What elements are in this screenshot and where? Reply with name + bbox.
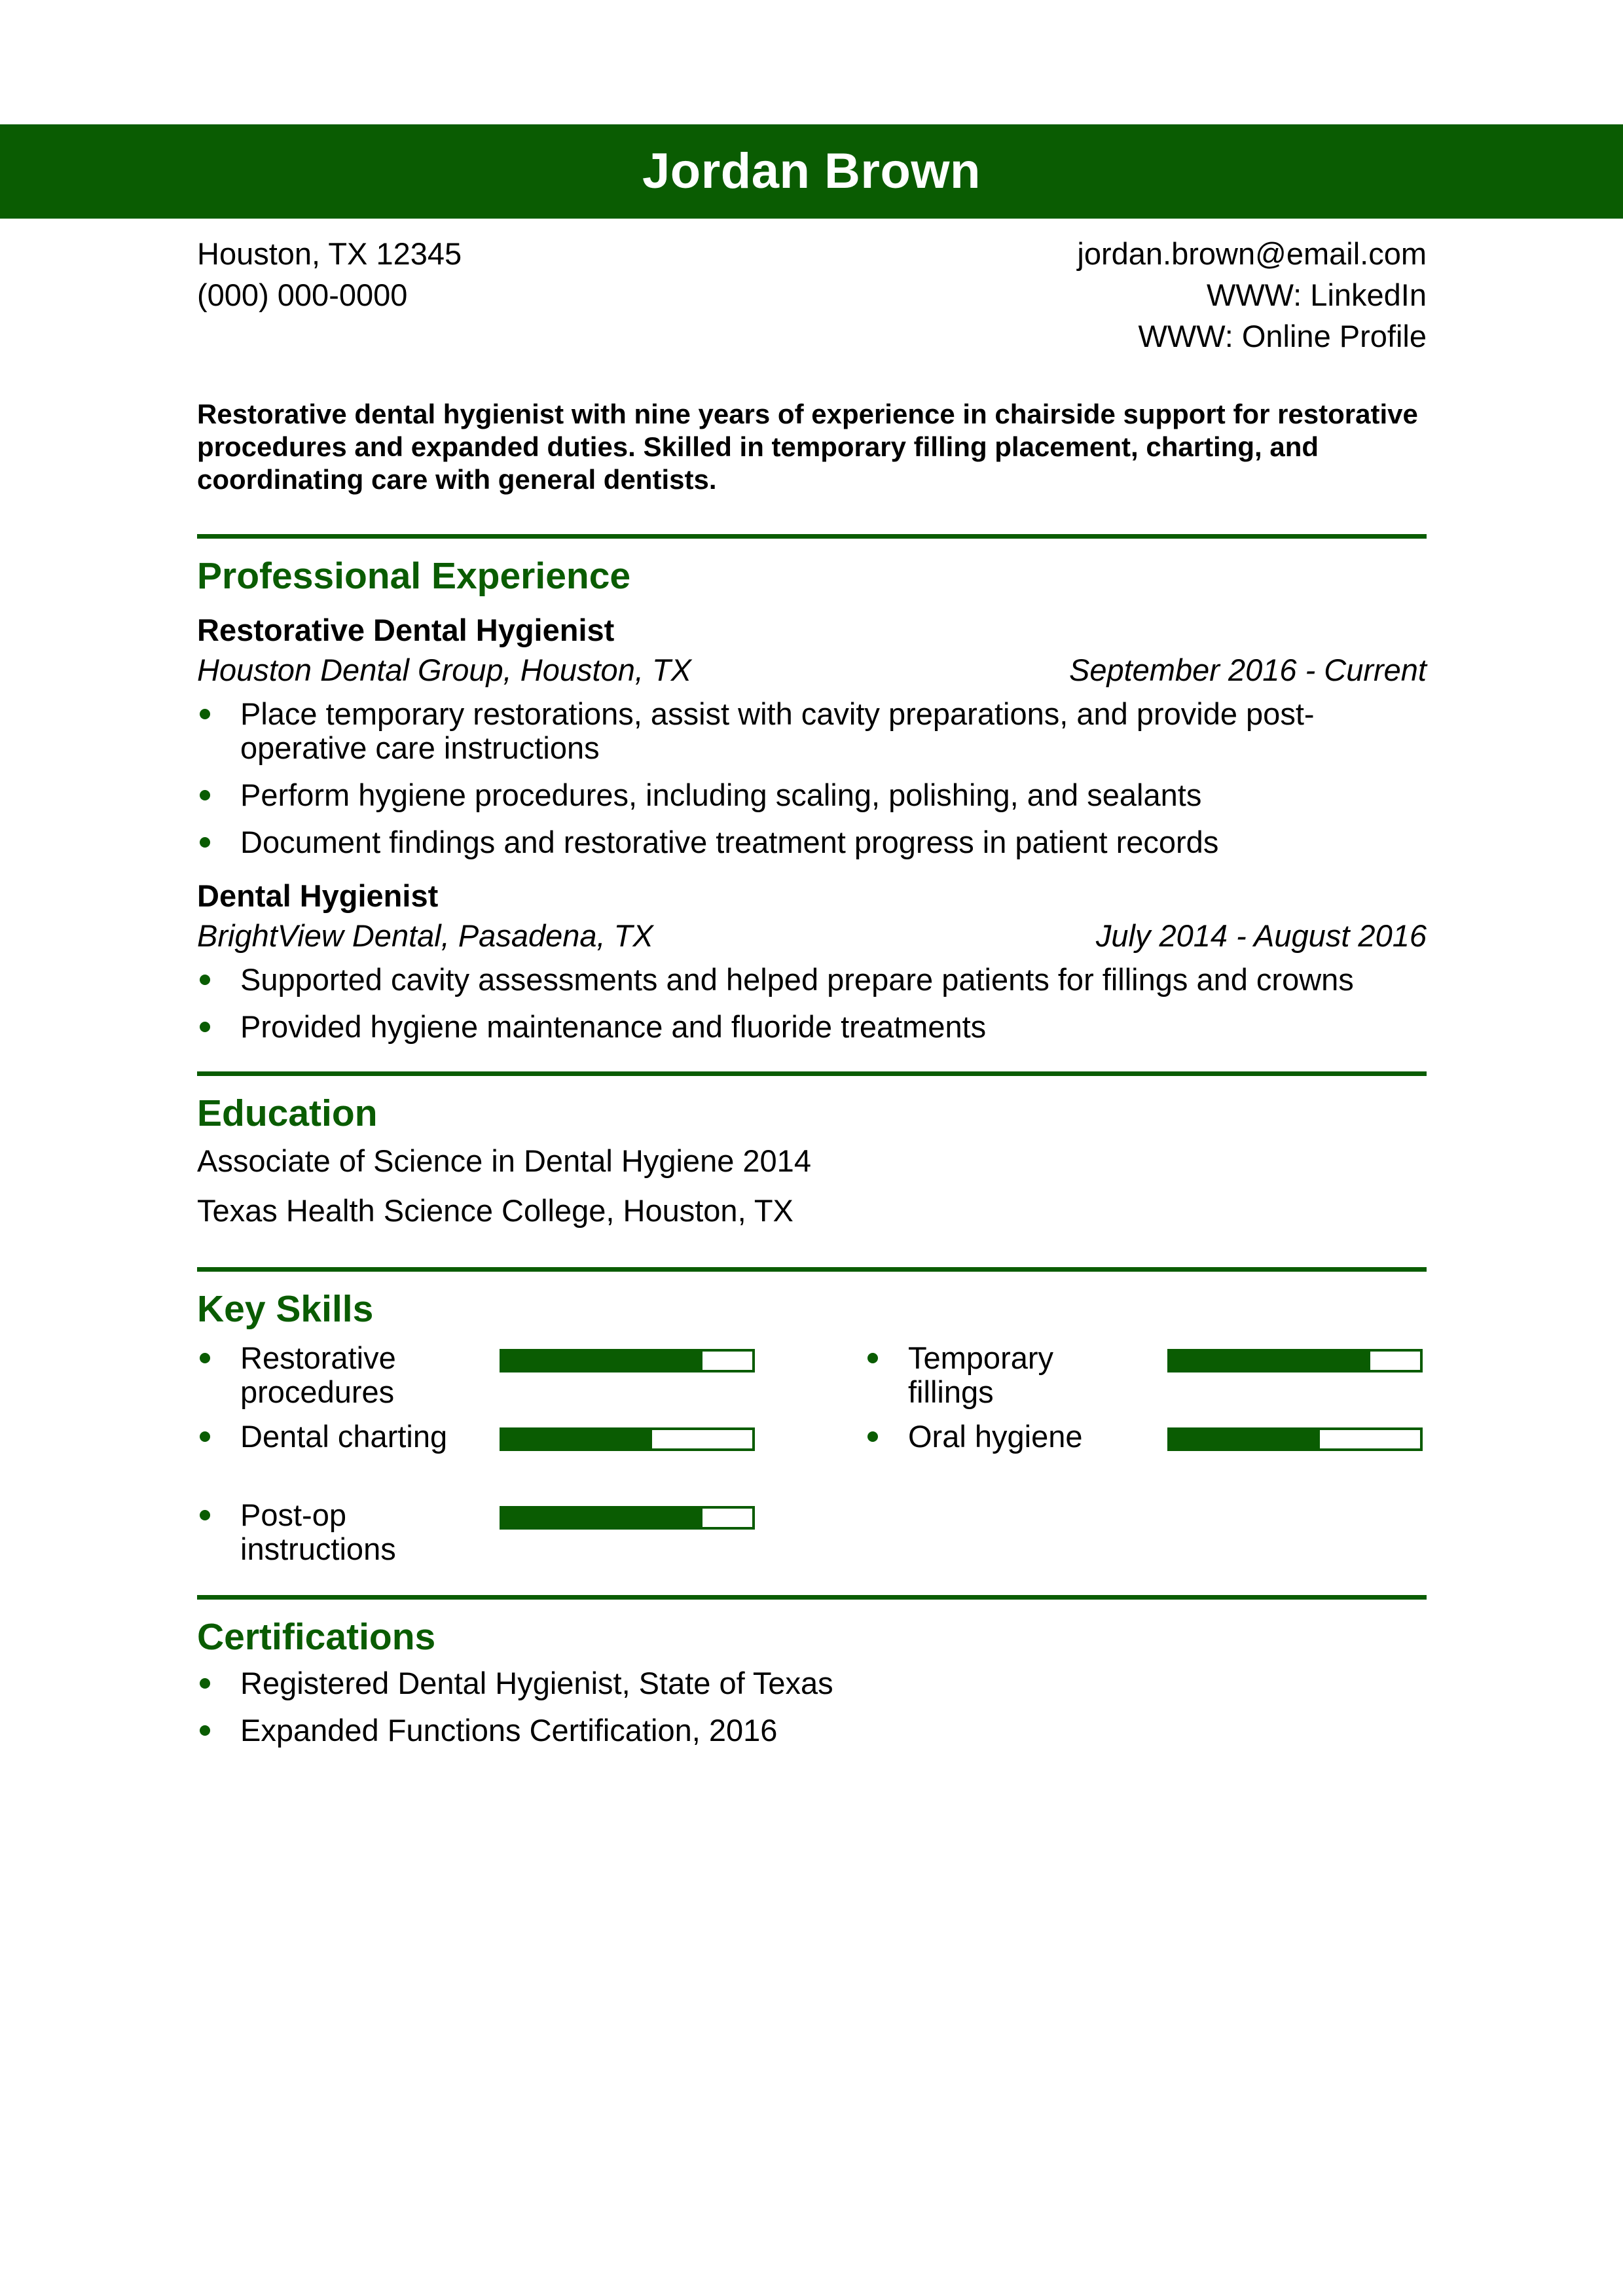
job-meta: [197, 650, 1427, 691]
bullet-icon: [200, 709, 210, 719]
bullet-icon: [200, 975, 210, 985]
job-bullets: [197, 697, 1427, 859]
job-dates: July 2014 - August 2016: [1095, 918, 1427, 953]
list-item: [197, 697, 1427, 765]
section-divider: [197, 1267, 1427, 1272]
section-divider: [197, 1071, 1427, 1076]
contact-phone: (000) 000-0000: [197, 278, 408, 312]
bullet-icon: [200, 1725, 210, 1736]
job-dates: September 2016 - Current: [1068, 653, 1427, 687]
skill-item: [865, 1420, 1427, 1498]
certification-text: Registered Dental Hygienist, State of Texas: [240, 1666, 833, 1700]
section-title-skills: Key Skills: [197, 1288, 374, 1330]
skill-level-fill: [502, 1352, 702, 1370]
skill-level-bar: [500, 1349, 755, 1372]
skills-grid: [197, 1341, 1427, 1577]
skill-item: [197, 1341, 865, 1420]
contact-left: [197, 233, 462, 357]
skill-level-fill: [1170, 1352, 1370, 1370]
contact-info: [197, 233, 1427, 357]
job-bullets: [197, 963, 1427, 1044]
bullet-text: Provided hygiene maintenance and fluoride treatments: [240, 1009, 987, 1044]
section-title-experience: Professional Experience: [197, 555, 631, 597]
header-band: [0, 124, 1623, 219]
skill-label: Temporary fillings: [908, 1340, 1054, 1409]
skills-section: [197, 1267, 1427, 1577]
section-title-education: Education: [197, 1092, 378, 1134]
section-divider: [197, 1595, 1427, 1600]
certifications-list: [197, 1666, 1427, 1748]
bullet-text: Supported cavity assessments and helped prepare patients for fillings and crowns: [240, 962, 1354, 997]
bullet-icon: [200, 837, 210, 848]
education-degree: Associate of Science in Dental Hygiene 2014: [197, 1143, 811, 1178]
bullet-icon: [200, 1353, 210, 1363]
certifications-section: [197, 1595, 1427, 1748]
skill-item: [197, 1498, 865, 1577]
skill-label: Dental charting: [240, 1419, 448, 1454]
bullet-icon: [867, 1431, 878, 1442]
contact-address: Houston, TX 12345: [197, 236, 462, 271]
skill-level-fill: [502, 1509, 702, 1527]
skill-level-bar: [1167, 1349, 1423, 1372]
skill-item: [197, 1420, 865, 1498]
skill-item: [865, 1341, 1427, 1420]
bullet-text: Document findings and restorative treatment progress in patient records: [240, 825, 1219, 859]
skill-level-bar: [1167, 1427, 1423, 1451]
contact-linkedin[interactable]: WWW: LinkedIn: [1206, 278, 1427, 312]
skill-level-bar: [500, 1427, 755, 1451]
job-title: Dental Hygienist: [197, 878, 439, 913]
skill-label: Oral hygiene: [908, 1419, 1083, 1454]
list-item: [197, 1666, 1427, 1700]
job-company: BrightView Dental, Pasadena, TX: [197, 918, 653, 953]
job-company: Houston Dental Group, Houston, TX: [197, 653, 692, 687]
contact-email[interactable]: jordan.brown@email.com: [1077, 236, 1427, 271]
skill-level-fill: [502, 1430, 652, 1448]
bullet-icon: [200, 1431, 210, 1442]
list-item: [197, 825, 1427, 859]
contact-right: [1077, 233, 1427, 357]
education-school: Texas Health Science College, Houston, TX: [197, 1193, 793, 1228]
list-item: [197, 1010, 1427, 1044]
job-entry: [197, 876, 1427, 1044]
bullet-icon: [200, 790, 210, 800]
bullet-icon: [867, 1353, 878, 1363]
candidate-name: Jordan Brown: [642, 143, 981, 199]
education-section: [197, 1071, 1427, 1236]
job-meta: [197, 916, 1427, 956]
list-item: [197, 963, 1427, 997]
resume-body: [197, 233, 1427, 1761]
certification-text: Expanded Functions Certification, 2016: [240, 1713, 778, 1748]
list-item: [197, 778, 1427, 812]
bullet-icon: [200, 1022, 210, 1032]
skill-label: Post-op instructions: [240, 1498, 396, 1566]
bullet-text: Place temporary restorations, assist with cavity preparations, and provide post-operative care instructions: [240, 696, 1315, 765]
list-item: [197, 1713, 1427, 1748]
job-entry: [197, 611, 1427, 859]
skill-label: Restorative procedures: [240, 1340, 396, 1409]
skill-level-bar: [500, 1506, 755, 1530]
section-title-certifications: Certifications: [197, 1616, 436, 1658]
experience-section: [197, 534, 1427, 1044]
summary: Restorative dental hygienist with nine years of experience in chairside support for restorative procedures and expanded duties. Skilled in temporary filling placement, charting, and coordinating care with general dentists.: [197, 399, 1418, 495]
bullet-text: Perform hygiene procedures, including scaling, polishing, and sealants: [240, 778, 1202, 812]
bullet-icon: [200, 1678, 210, 1689]
bullet-icon: [200, 1510, 210, 1520]
contact-profile[interactable]: WWW: Online Profile: [1138, 319, 1427, 353]
job-title: Restorative Dental Hygienist: [197, 613, 615, 647]
section-divider: [197, 534, 1427, 539]
skill-level-fill: [1170, 1430, 1320, 1448]
